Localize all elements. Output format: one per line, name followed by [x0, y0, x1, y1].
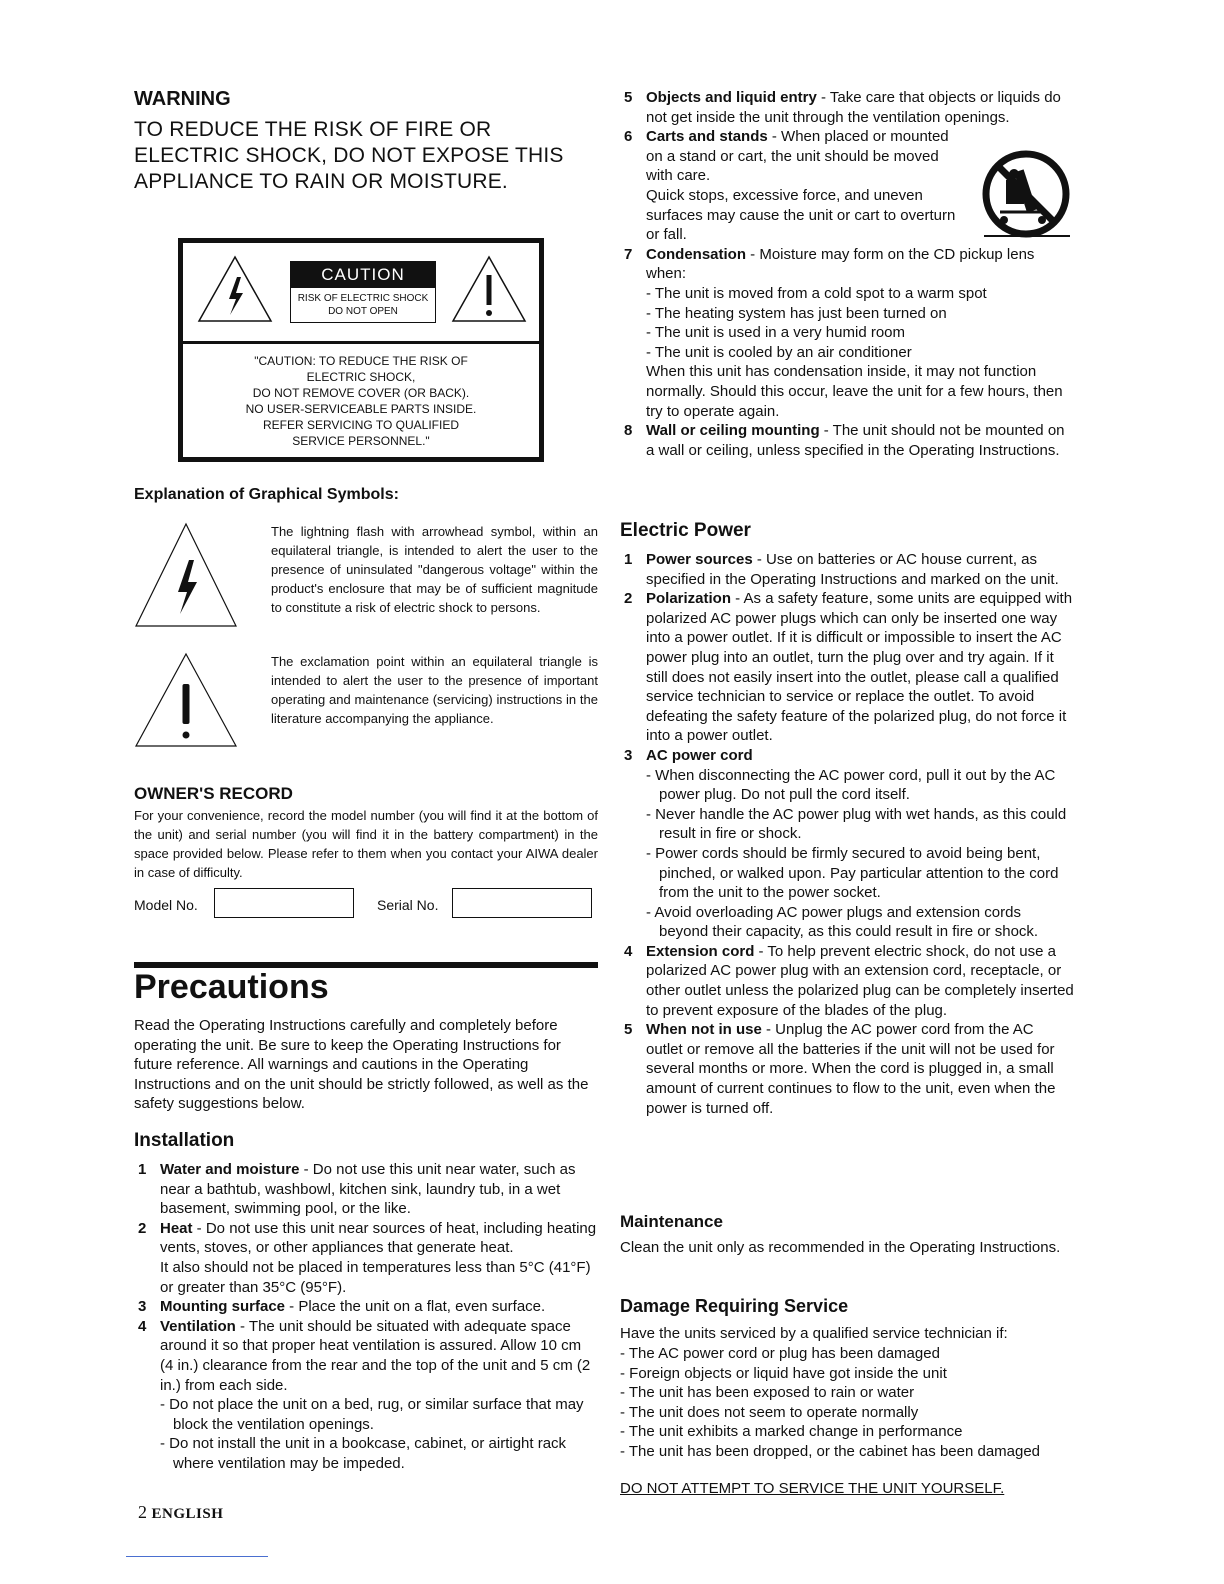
list-item [620, 245, 1074, 421]
item-number: 2 [624, 590, 633, 608]
model-no-field[interactable] [214, 888, 354, 918]
item-number: 3 [138, 1298, 147, 1316]
lightning-warning-icon [197, 255, 273, 323]
serial-no-label: Serial No. [377, 897, 439, 913]
list-item: - The unit does not seem to operate normally [620, 1403, 919, 1421]
item-number: 3 [624, 746, 633, 764]
item-term: When not in use [646, 1021, 762, 1039]
list-item [134, 1297, 598, 1317]
page-footer [138, 1502, 223, 1523]
installation-list [134, 1160, 598, 1474]
list-item [620, 1020, 1074, 1118]
item-text: - Moisture may form on the CD pickup lens when: [646, 245, 1035, 283]
item-extra: When this unit has condensation inside, it may not function normally. Should this occur, leave the unit for a few hours, then try to operate again. [646, 363, 1063, 420]
list-item [620, 942, 1074, 1020]
list-item [620, 88, 1074, 127]
caution-body-line: DO NOT REMOVE COVER (OR BACK). [252, 386, 470, 400]
warning-text: TO REDUCE THE RISK OF FIRE OR ELECTRIC SHOCK, DO NOT EXPOSE THIS APPLIANCE TO RAIN OR MOISTURE. [134, 118, 564, 193]
exclamation-warning-icon [451, 255, 527, 323]
electric-power-heading: Electric Power [620, 520, 751, 541]
item-number: 6 [624, 128, 633, 146]
caution-sub-line-1: RISK OF ELECTRIC SHOCK [297, 293, 429, 304]
item-term: Ventilation [160, 1317, 236, 1335]
item-term: Heat [160, 1219, 193, 1237]
item-number: 5 [624, 89, 633, 106]
item-text: - Use on batteries or AC house current, as specified in the Operating Instructions and marked on the unit. [646, 551, 1059, 588]
list-item [134, 1219, 598, 1297]
item-extra: Quick stops, excessive force, and uneven surfaces may cause the unit or cart to overturn or fall. [646, 186, 956, 244]
item-number: 5 [624, 1021, 633, 1039]
precautions-intro: Read the Operating Instructions carefully and completely before operating the unit. Be sure to keep the Operating Instructions for future reference. All warnings and cautions in the Operating Instructions and on the unit should be strictly followed, as well as the safety suggestions below. [134, 1017, 589, 1113]
item-term: Water and moisture [160, 1161, 300, 1178]
list-item [620, 589, 1074, 746]
final-warning: DO NOT ATTEMPT TO SERVICE THE UNIT YOURSELF. [620, 1480, 1005, 1497]
item-sub: - Avoid overloading AC power plugs and extension cords beyond their capacity, as this could result in fire or shock. [646, 903, 1039, 941]
record-row [134, 888, 598, 920]
item-text: - Place the unit on a flat, even surface. [285, 1298, 546, 1316]
list-item: - The unit has been exposed to rain or water [620, 1384, 915, 1402]
installation-heading: Installation [134, 1130, 235, 1151]
item-text: - Take care that objects or liquids do not get inside the unit through the ventilation openings. [646, 89, 1061, 126]
item-sub: - The unit is cooled by an air conditioner [646, 343, 912, 361]
lightning-explanation: The lightning flash with arrowhead symbol, within an equilateral triangle, is intended to alert the user to the presence of uninsulated "dangerous voltage" within the product's enclosure that may be of sufficient magnitude to constitute a risk of electric shock to persons. [271, 524, 598, 615]
item-term: AC power cord [646, 746, 753, 764]
list-item [134, 1160, 598, 1219]
item-number: 1 [138, 1161, 147, 1178]
caution-body-line: SERVICE PERSONNEL." [292, 434, 430, 448]
bottom-line [126, 1556, 268, 1557]
item-number: 2 [138, 1219, 147, 1237]
caution-body-line: "CAUTION: TO REDUCE THE RISK OF [254, 354, 468, 368]
caution-body-line: NO USER-SERVICEABLE PARTS INSIDE. [245, 402, 477, 416]
damage-heading: Damage Requiring Service [620, 1296, 849, 1316]
left-column [134, 88, 598, 1472]
model-no-label: Model No. [134, 897, 198, 913]
item-term: Polarization [646, 590, 732, 608]
item-text: - To help prevent electric shock, do not use a polarized AC power plug with an extension cord, receptacle, or other outlet unless the polarized plug can be completely inserted to prevent exposure of the blades of the plug. [646, 942, 1074, 1019]
item-number: 7 [624, 245, 633, 263]
caution-body-line: ELECTRIC SHOCK, [306, 370, 416, 384]
list-item [134, 1317, 598, 1474]
item-sub: - Do not install the unit in a bookcase, cabinet, or airtight rack where ventilation may be impeded. [160, 1435, 567, 1472]
footer-language: ENGLISH [151, 1506, 224, 1522]
item-extra: It also should not be placed in temperatures less than 5°C (41°F) or greater than 35°C (95°F). [160, 1258, 591, 1296]
item-text: - As a safety feature, some units are equipped with polarized AC power plugs which can only be inserted one way into a power outlet. If it is difficult or impossible to insert the AC power plug into an outlet, turn the plug over and try again. If it still does not easily insert into the outlet, please call a qualified service technician to service or replace the outlet. To avoid defeating the safety feature of the polarized plug, do not force it into a power outlet. [646, 590, 1073, 745]
warning-title: WARNING [134, 88, 231, 110]
caution-sub-line-2: DO NOT OPEN [328, 306, 398, 317]
item-term: Extension cord [646, 942, 755, 960]
item-term: Carts and stands [646, 128, 768, 146]
caution-body [183, 353, 539, 449]
list-item: - Foreign objects or liquid have got inside the unit [620, 1364, 947, 1382]
installation-list-continued [620, 88, 1074, 460]
item-sub: - The unit is used in a very humid room [646, 324, 906, 342]
item-number: 4 [624, 942, 633, 960]
caution-label-box [290, 261, 436, 323]
list-item: - The unit has been dropped, or the cabinet has been damaged [620, 1442, 1041, 1460]
list-item [620, 550, 1074, 589]
caution-box [178, 238, 544, 462]
symbols-heading: Explanation of Graphical Symbols: [134, 486, 399, 503]
item-sub: - Never handle the AC power plug with wet hands, as this could result in fire or shock. [646, 805, 1067, 843]
cart-tipover-warning-icon [980, 150, 1074, 242]
item-text: - Do not use this unit near sources of heat, including heating vents, stoves, or other appliances that generate heat. [160, 1219, 597, 1257]
item-text: - The unit should not be mounted on a wall or ceiling, unless specified in the Operating Instructions. [646, 422, 1065, 459]
caution-top [183, 243, 539, 344]
item-sub: - Do not place the unit on a bed, rug, or similar surface that may block the ventilation openings. [160, 1396, 584, 1433]
lightning-triangle-icon [134, 522, 238, 628]
caution-body-line: REFER SERVICING TO QUALIFIED [262, 418, 460, 432]
item-number: 4 [138, 1317, 147, 1335]
exclamation-symbol-row [134, 652, 598, 752]
list-item: - The unit exhibits a marked change in performance [620, 1423, 963, 1441]
damage-intro: Have the units serviced by a qualified service technician if: [620, 1325, 1008, 1342]
exclamation-explanation: The exclamation point within an equilateral triangle is intended to alert the user to the presence of important operating and maintenance (servicing) instructions in the literature accompanying the appliance. [271, 654, 598, 726]
item-sub: - The heating system has just been turned on [646, 304, 947, 322]
lightning-symbol-row [134, 522, 598, 642]
maintenance-heading: Maintenance [620, 1212, 723, 1231]
item-text: - Do not use this unit near water, such as near a bathtub, washbowl, kitchen sink, laundry tub, in a wet basement, swimming pool, or the like. [160, 1161, 576, 1218]
caution-sub [291, 288, 435, 318]
electric-power-list [620, 550, 1074, 1118]
item-sub: - Power cords should be firmly secured to avoid being bent, pinched, or walked upon. Pay particular attention to the cord from the unit to the power socket. [646, 844, 1059, 902]
item-sub: - When disconnecting the AC power cord, pull it out by the AC power plug. Do not pull the cord itself. [646, 766, 1056, 804]
exclamation-triangle-icon [134, 652, 238, 748]
caution-label: CAUTION [291, 262, 435, 288]
item-text: - The unit should be situated with adequate space around it so that proper heat ventilation is assured. Allow 10 cm (4 in.) clearance from the rear and the top of the unit and 5 cm (2 in.) from each side. [160, 1317, 591, 1394]
item-text: - Unplug the AC power cord from the AC outlet or remove all the batteries if the unit will not be used for several months or more. When the cord is plugged in, a small amount of current continues to flow to the unit, even when the power is turned off. [646, 1021, 1056, 1117]
maintenance-text: Clean the unit only as recommended in the Operating Instructions. [620, 1239, 1061, 1256]
item-number: 8 [624, 422, 633, 440]
item-term: Objects and liquid entry [646, 89, 817, 106]
item-text: - When placed or mounted on a stand or cart, the unit should be moved with care. [646, 128, 949, 185]
item-term: Power sources [646, 551, 753, 568]
damage-list [620, 1344, 1074, 1462]
page-number: 2 [138, 1502, 147, 1522]
owner-record-text: For your convenience, record the model number (you will find it at the bottom of the unit) and serial number (you will find it in the battery compartment) in the space provided below. Please refer to them when you contact your AIWA dealer in case of difficulty. [134, 808, 598, 880]
list-item [620, 421, 1074, 460]
item-term: Condensation [646, 245, 746, 263]
list-item: - The AC power cord or plug has been damaged [620, 1345, 940, 1362]
item-number: 1 [624, 551, 633, 568]
list-item [620, 746, 1074, 942]
item-term: Mounting surface [160, 1298, 286, 1316]
serial-no-field[interactable] [452, 888, 592, 918]
item-term: Wall or ceiling mounting [646, 422, 820, 440]
item-sub: - The unit is moved from a cold spot to a warm spot [646, 284, 987, 302]
owner-record-heading: OWNER'S RECORD [134, 784, 293, 803]
precautions-heading: Precautions [134, 968, 329, 1006]
